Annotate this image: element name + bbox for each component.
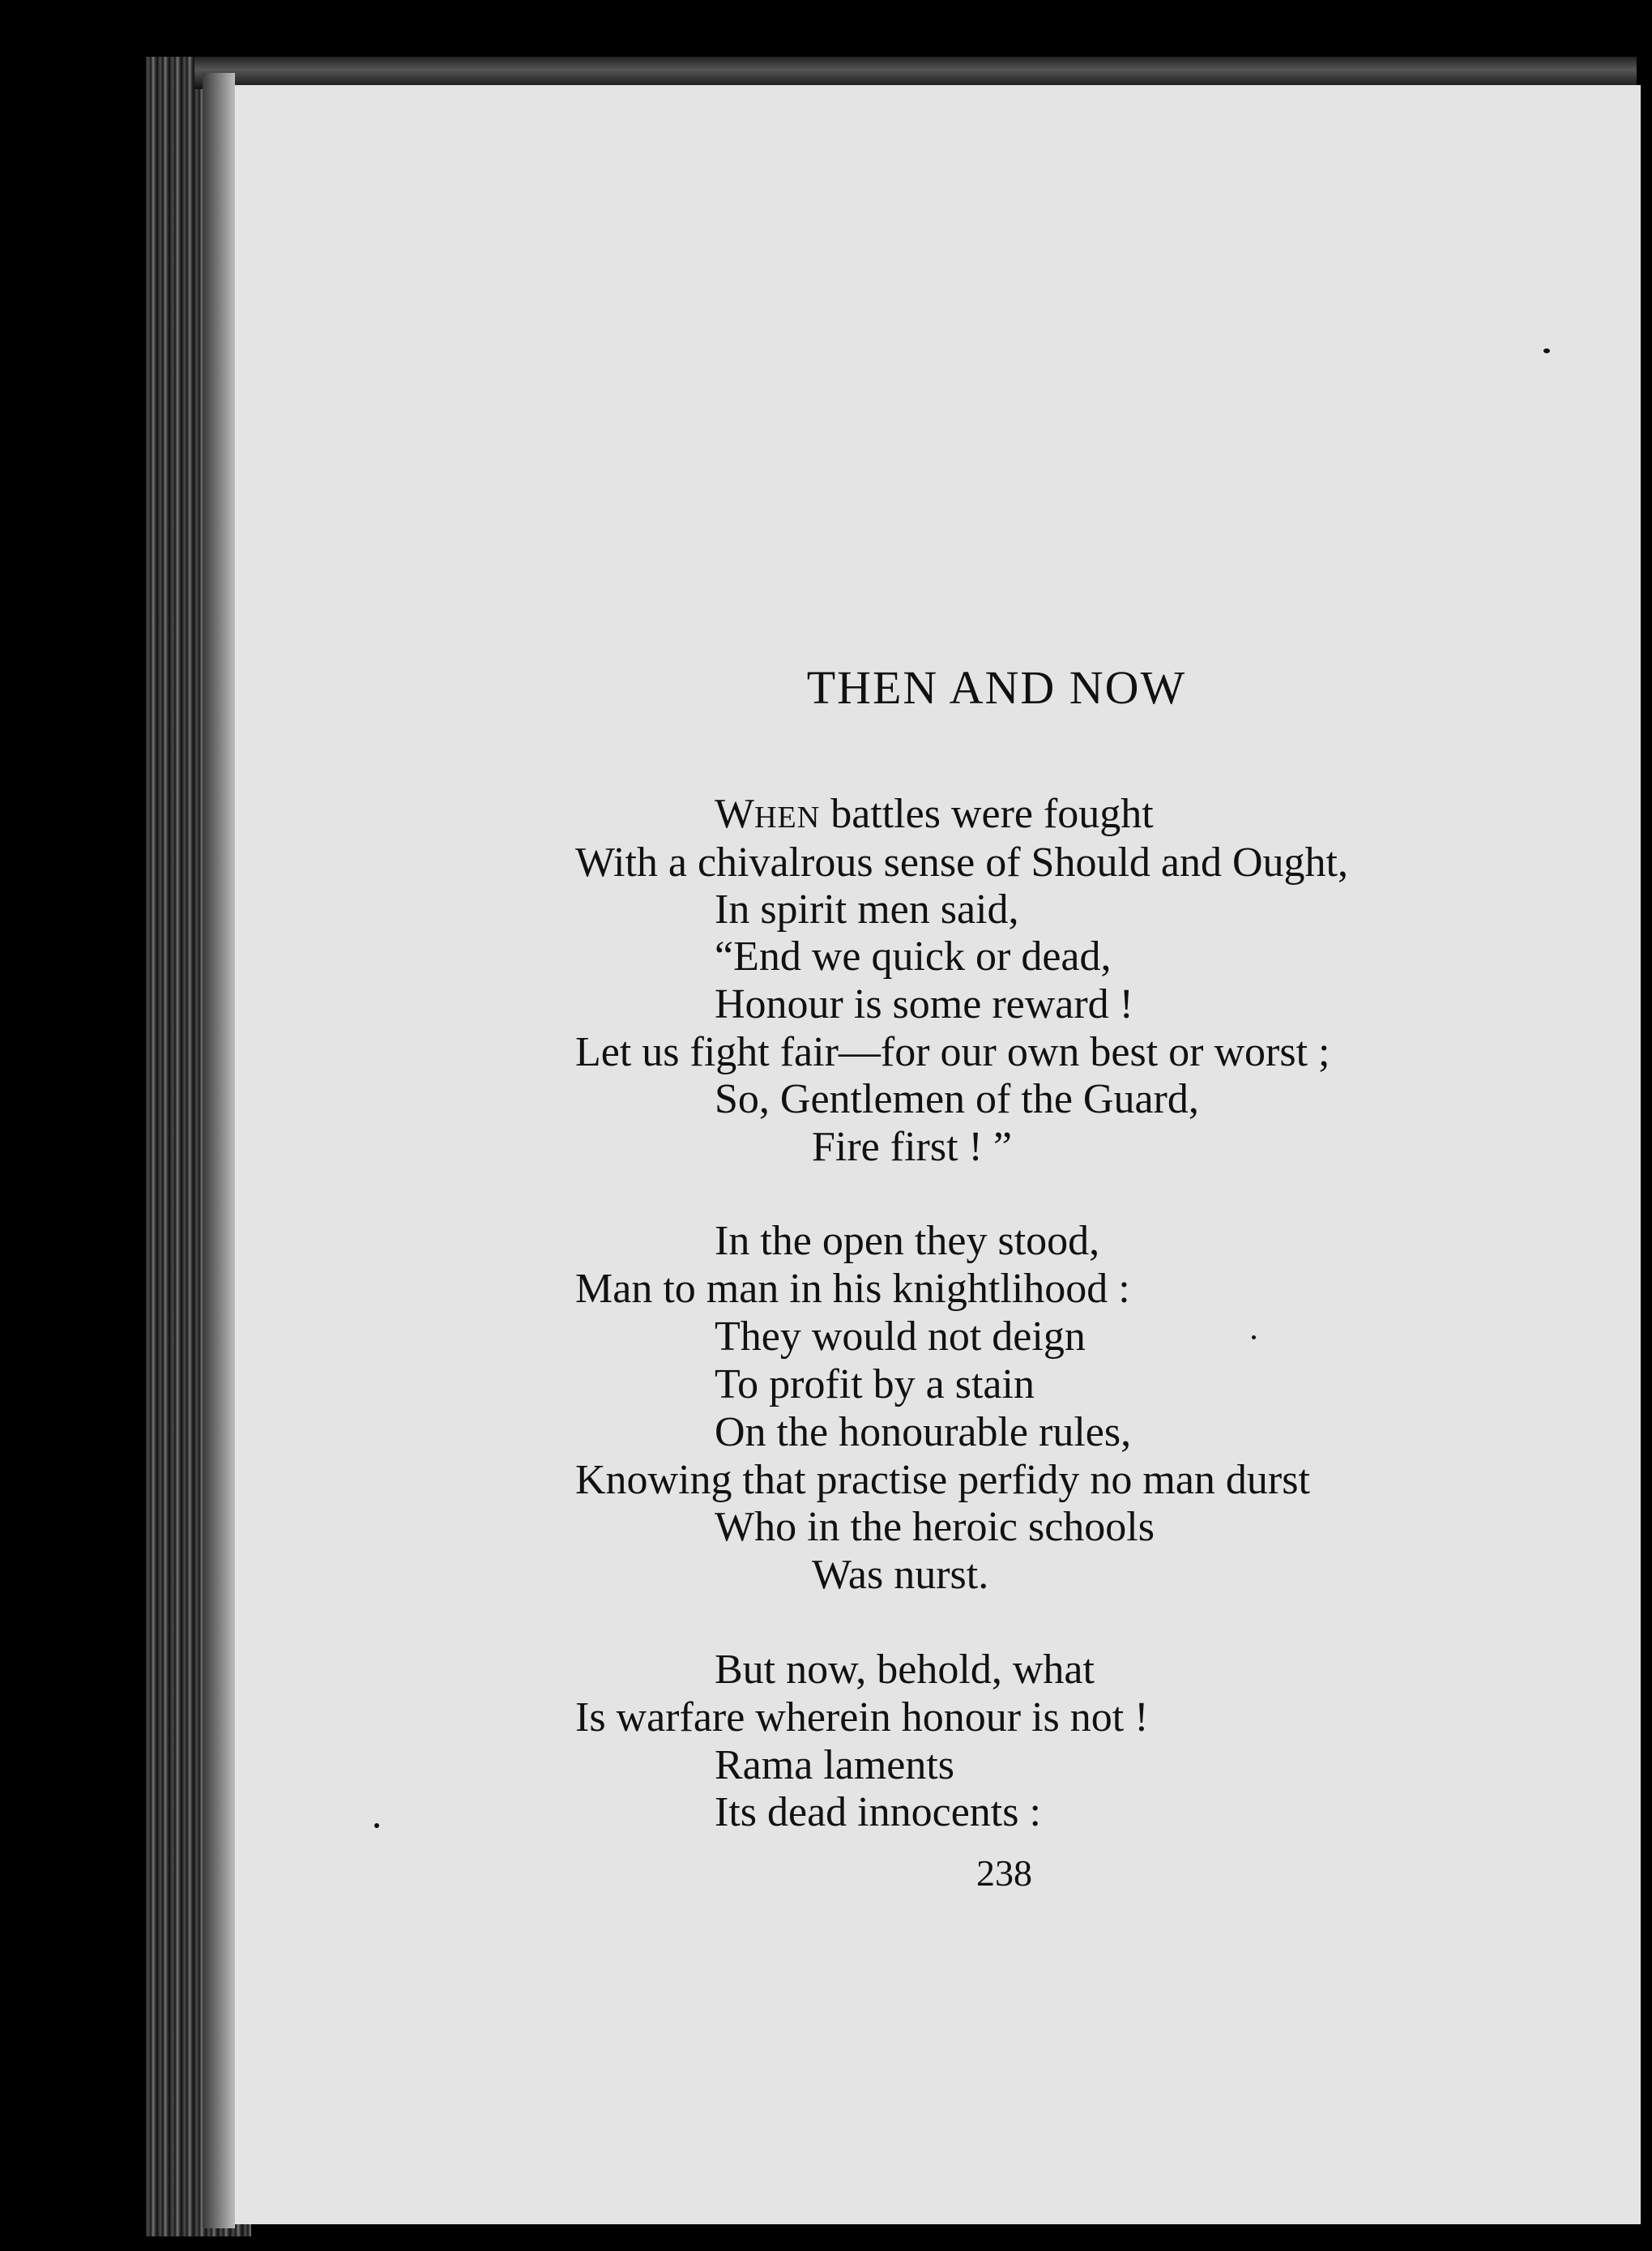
poem-line: They would not deign (715, 1313, 1086, 1360)
poem-line: Honour is some reward ! (715, 981, 1133, 1027)
poem-line: In spirit men said, (715, 886, 1019, 933)
page-number: 238 (976, 1852, 1032, 1894)
poem-line: On the honourable rules, (715, 1409, 1132, 1455)
poem-line: Is warfare wherein honour is not ! (575, 1694, 1149, 1741)
line-text: battles were fought (820, 791, 1154, 837)
dust-speck (1252, 1335, 1256, 1339)
poem-line: “End we quick or dead, (715, 933, 1112, 980)
poem-title: THEN AND NOW (806, 661, 1187, 714)
poem-line: Man to man in his knightlihood : (575, 1266, 1130, 1312)
poem-line: Its dead innocents : (715, 1789, 1041, 1835)
poem-line: Was nurst. (812, 1552, 989, 1598)
poem-line: With a chivalrous sense of Should and Ought, (575, 839, 1348, 886)
poem-line: Fire first ! ” (812, 1124, 1012, 1170)
poem-line: But now, behold, what (715, 1647, 1095, 1693)
small-caps: HEN (754, 801, 821, 835)
poem-line: In the open they stood, (715, 1218, 1100, 1264)
dust-speck (1543, 348, 1550, 353)
dust-speck (374, 1823, 379, 1828)
poem-line: So, Gentlemen of the Guard, (715, 1076, 1199, 1122)
poem-line: To profit by a stain (715, 1361, 1035, 1407)
book-top-edge (194, 57, 1637, 89)
drop-cap: W (715, 791, 755, 837)
poem-line: Let us fight fair—for our own best or worst ; (575, 1029, 1330, 1075)
poem-line: Knowing that practise perfidy no man durst (575, 1457, 1310, 1503)
poem-line: Rama laments (715, 1742, 955, 1788)
poem-line (715, 790, 1154, 842)
poem-line: Who in the heroic schools (715, 1504, 1155, 1550)
page-gutter-shadow (203, 73, 235, 2228)
